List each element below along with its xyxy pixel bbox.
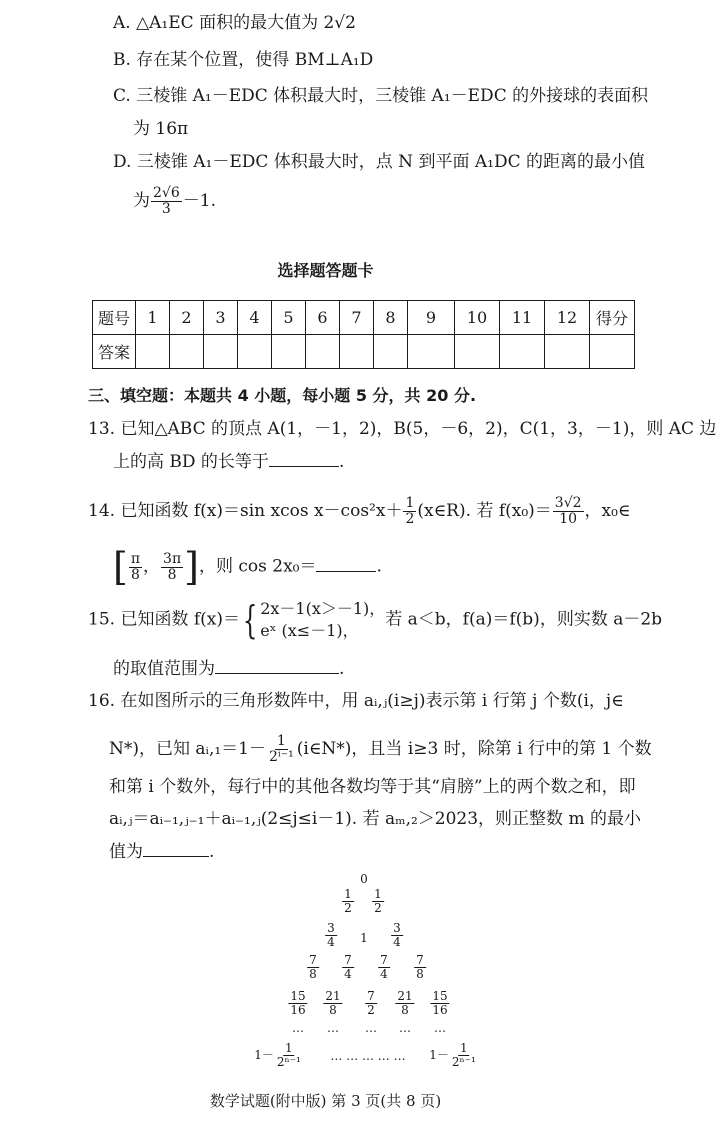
- fraction-denominator: 8: [309, 967, 317, 981]
- score-cell[interactable]: [590, 335, 635, 369]
- fraction-numerator: 1: [344, 887, 352, 901]
- question-number-cell: 6: [306, 301, 340, 335]
- q16-text-a: N*)，已知 aᵢ,₁＝1－: [109, 739, 267, 759]
- answer-cell[interactable]: [408, 335, 455, 369]
- fraction-denominator: 2: [374, 901, 382, 915]
- interval-start-fraction: [129, 552, 142, 583]
- fraction-denominator: 10: [559, 511, 578, 527]
- answer-blank[interactable]: [143, 841, 209, 857]
- piecewise-cases: [260, 598, 385, 642]
- case-1: 2x－1(x＞－1)，: [260, 599, 386, 618]
- option-d-suffix: －1.: [182, 191, 216, 211]
- answer-card-number-row: [93, 301, 635, 335]
- triangle-entry: [341, 954, 355, 981]
- value-fraction: [553, 496, 584, 527]
- q16-line1: 16. 在如图所示的三角形数阵中，用 aᵢ,ⱼ(i≥j)表示第 i 行第 j 个数(i，j∈: [88, 691, 624, 711]
- fraction-denominator: 4: [393, 935, 401, 949]
- answer-cell[interactable]: [238, 335, 272, 369]
- fraction-denominator: 8: [416, 967, 424, 981]
- answer-blank[interactable]: [316, 556, 376, 572]
- q14-text-c: ，x₀∈: [584, 501, 631, 521]
- half-fraction: [403, 496, 416, 527]
- fraction-denominator: 3: [161, 201, 171, 217]
- triangle-entry: [413, 954, 427, 981]
- question-number-cell: 1: [136, 301, 170, 335]
- fraction-denominator: 4: [380, 967, 388, 981]
- fraction-numerator: 1: [285, 1041, 293, 1055]
- question-number-cell: 7: [340, 301, 374, 335]
- fraction-numerator: 15: [290, 989, 306, 1003]
- q15-line1: [88, 598, 662, 642]
- last-prefix: 1－: [429, 1048, 449, 1062]
- fraction-numerator: 7: [367, 989, 375, 1003]
- triangle-last-middle: … … … … …: [330, 1049, 406, 1063]
- fraction-numerator: 21: [397, 989, 413, 1003]
- triangle-dots: …: [399, 1021, 411, 1035]
- question-number-cell: 9: [408, 301, 455, 335]
- triangle-dots: …: [365, 1021, 377, 1035]
- fraction-numerator: 1: [460, 1041, 468, 1055]
- triangle-dots: …: [292, 1021, 304, 1035]
- answer-cell[interactable]: [455, 335, 500, 369]
- triangle-entry: [341, 888, 355, 915]
- fraction-denominator: 4: [327, 935, 335, 949]
- last-prefix: 1－: [254, 1048, 274, 1062]
- answer-card-answer-row: [93, 335, 635, 369]
- q14-line1: [88, 496, 631, 527]
- fraction-denominator: 2: [367, 1003, 375, 1017]
- triangle-entry: [429, 990, 450, 1017]
- triangle-entry: [377, 954, 391, 981]
- answer-cell[interactable]: [374, 335, 408, 369]
- q16-line2: [109, 734, 652, 765]
- triangle-entry: 1: [360, 931, 368, 945]
- option-d-prefix: 为: [133, 191, 150, 211]
- fraction-numerator: 1: [374, 887, 382, 901]
- answer-cell[interactable]: [272, 335, 306, 369]
- q16-end: .: [209, 842, 215, 862]
- q16-line4: aᵢ,ⱼ＝aᵢ₋₁,ⱼ₋₁＋aᵢ₋₁,ⱼ(2≤j≤i－1). 若 aₘ,₂＞2023，则正整数 m 的最小: [109, 809, 641, 829]
- triangle-last-left: [254, 1042, 304, 1069]
- question-number-cell: 2: [170, 301, 204, 335]
- answer-cell[interactable]: [500, 335, 545, 369]
- fraction-denominator: 4: [344, 967, 352, 981]
- fraction-numerator: 7: [416, 953, 424, 967]
- answer-cell[interactable]: [340, 335, 374, 369]
- question-number-cell: 11: [500, 301, 545, 335]
- triangle-entry: [394, 990, 415, 1017]
- answer-card-table: [92, 300, 635, 369]
- q14-text-b: (x∈R). 若 f(x₀)＝: [417, 501, 552, 521]
- fraction-denominator: 2: [405, 511, 415, 527]
- piecewise-brace: {: [242, 598, 258, 642]
- score-label-cell: 得分: [590, 301, 635, 335]
- fraction-numerator: 2√6: [153, 185, 180, 201]
- q15-line2: [113, 658, 344, 680]
- interval-comma: ，: [143, 556, 161, 577]
- q15-text-a: 15. 已知函数 f(x)＝: [88, 609, 240, 630]
- q14-end: .: [376, 556, 382, 577]
- q16-text-c: 值为: [109, 842, 143, 862]
- q14-text-a: 14. 已知函数 f(x)＝sin xcos x－cos²x＋: [88, 501, 403, 521]
- question-number-cell: 4: [238, 301, 272, 335]
- triangle-entry: [390, 922, 404, 949]
- question-number-cell: 5: [272, 301, 306, 335]
- fraction-numerator: 21: [325, 989, 341, 1003]
- triangle-entry: [371, 888, 385, 915]
- q16-fraction: [267, 734, 296, 765]
- fraction-denominator: 8: [329, 1003, 337, 1017]
- fraction-numerator: 3: [327, 921, 335, 935]
- fraction-numerator: 3π: [163, 550, 182, 567]
- fraction-numerator: 3√2: [554, 495, 582, 511]
- option-b: B. 存在某个位置，使得 BM⊥A₁D: [113, 50, 374, 70]
- q14-text-d: ，则 cos 2x₀＝: [198, 556, 317, 577]
- answer-cell[interactable]: [204, 335, 238, 369]
- answer-cell[interactable]: [545, 335, 590, 369]
- q13-text: 上的高 BD 的长等于: [113, 452, 269, 472]
- interval-end-fraction: [161, 552, 183, 583]
- section-heading: 三、填空题：本题共 4 小题，每小题 5 分，共 20 分.: [88, 386, 477, 405]
- answer-blank[interactable]: [269, 451, 339, 467]
- fraction-numerator: 7: [344, 953, 352, 967]
- triangle-entry: [287, 990, 308, 1017]
- fraction-numerator: π: [130, 550, 141, 567]
- answer-blank[interactable]: [215, 658, 339, 674]
- fraction-denominator: 2ⁿ⁻¹: [276, 1055, 301, 1069]
- triangle-entry: 0: [360, 872, 368, 886]
- option-d-line2: [133, 186, 216, 217]
- row-label-answer: 答案: [93, 335, 136, 369]
- option-d-line1: D. 三棱锥 A₁－EDC 体积最大时，点 N 到平面 A₁DC 的距离的最小值: [113, 152, 645, 172]
- triangle-entry: [364, 990, 378, 1017]
- fraction-numerator: 1: [405, 495, 415, 511]
- triangle-last-right: [429, 1042, 479, 1069]
- fraction-denominator: 8: [401, 1003, 409, 1017]
- question-number-cell: 12: [545, 301, 590, 335]
- question-number-cell: 10: [455, 301, 500, 335]
- answer-cell[interactable]: [170, 335, 204, 369]
- fraction-numerator: 3: [393, 921, 401, 935]
- left-bracket: [: [113, 545, 128, 589]
- fraction-denominator: 2ⁿ⁻¹: [451, 1055, 476, 1069]
- triangle-entry: [324, 922, 338, 949]
- question-number-cell: 8: [374, 301, 408, 335]
- q15-text-b: 若 a＜b，f(a)＝f(b)，则实数 a－2b: [385, 609, 663, 630]
- q13-line1: 13. 已知△ABC 的顶点 A(1，－1，2)，B(5，－6，2)，C(1，3，－1)，则 AC 边: [88, 419, 716, 439]
- q15-text-c: 的取值范围为: [113, 659, 215, 679]
- option-d-fraction: [151, 186, 182, 217]
- question-number-cell: 3: [204, 301, 238, 335]
- fraction-numerator: 1: [276, 733, 286, 749]
- q13-end: .: [338, 452, 345, 472]
- fraction-numerator: 7: [309, 953, 317, 967]
- page-footer: 数学试题(附中版) 第 3 页(共 8 页): [209, 1092, 442, 1110]
- triangle-entry: [322, 990, 343, 1017]
- fraction-denominator: 16: [432, 1003, 448, 1017]
- fraction-numerator: 15: [432, 989, 448, 1003]
- case-2: eˣ (x≤－1)，: [260, 621, 359, 640]
- triangle-dots: …: [434, 1021, 446, 1035]
- q13-line2: [113, 451, 344, 473]
- q16-text-b: (i∈N*)，且当 i≥3 时，除第 i 行中的第 1 个数: [296, 739, 652, 759]
- option-c-line2: 为 16π: [133, 119, 189, 139]
- fraction-denominator: 16: [290, 1003, 306, 1017]
- answer-cell[interactable]: [136, 335, 170, 369]
- option-a: A. △A₁EC 面积的最大值为 2√2: [113, 13, 356, 33]
- q15-end: .: [339, 659, 345, 679]
- fraction-denominator: 8: [167, 566, 177, 583]
- fraction-denominator: 8: [130, 566, 140, 583]
- q14-line2: [113, 545, 382, 589]
- answer-cell[interactable]: [306, 335, 340, 369]
- row-label-number: 题号: [93, 301, 136, 335]
- option-c-line1: C. 三棱锥 A₁－EDC 体积最大时，三棱锥 A₁－EDC 的外接球的表面积: [113, 86, 649, 106]
- q16-line5: [109, 841, 214, 863]
- answer-card-title: 选择题答题卡: [277, 261, 374, 280]
- triangle-entry: [306, 954, 320, 981]
- fraction-denominator: 2: [344, 901, 352, 915]
- fraction-denominator: 2ⁱ⁻¹: [269, 749, 294, 765]
- triangle-dots: …: [327, 1021, 339, 1035]
- q16-line3: 和第 i 个数外，每行中的其他各数均等于其“肩膀”上的两个数之和，即: [109, 777, 636, 797]
- fraction-numerator: 7: [380, 953, 388, 967]
- right-bracket: ]: [184, 545, 199, 589]
